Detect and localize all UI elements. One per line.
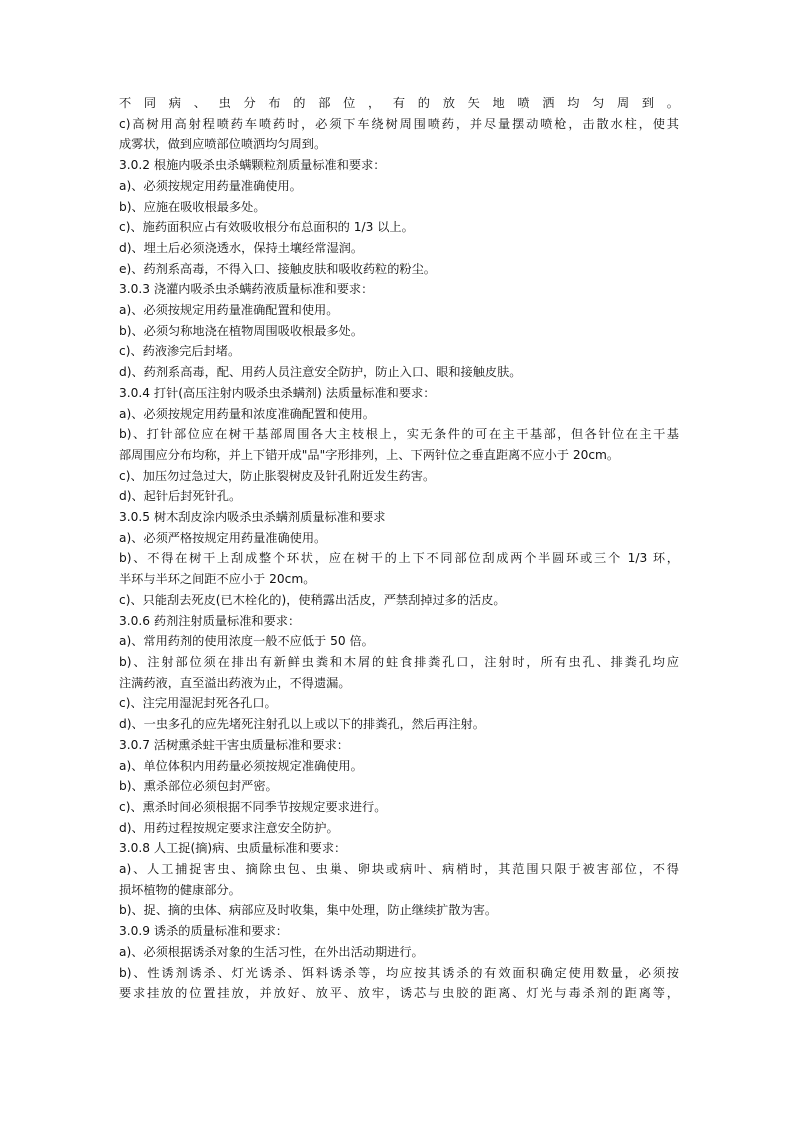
text-line: d)、一虫多孔的应先堵死注射孔以上或以下的排粪孔，然后再注射。 bbox=[119, 717, 485, 732]
text-line: b)、应施在吸收根最多处。 bbox=[119, 199, 266, 214]
section-heading: 3.0.6 药剂注射质量标准和要求： bbox=[119, 613, 301, 628]
section-heading: 3.0.9 诱杀的质量标准和要求： bbox=[119, 924, 288, 939]
text-line: d)、起针后封死针孔。 bbox=[119, 489, 242, 504]
text-line: a)、必须根据诱杀对象的生活习性，在外出活动期进行。 bbox=[119, 944, 424, 959]
text-line: d)、药剂系高毒，配、用药人员注意安全防护，防止入口、眼和接触皮肤。 bbox=[119, 365, 522, 380]
section-heading: 3.0.3 浇灌内吸杀虫杀螨药液质量标准和要求： bbox=[119, 282, 374, 297]
text-line: b)、性诱剂诱杀、灯光诱杀、饵料诱杀等，均应按其诱杀的有效面积确定使用数量，必须按 bbox=[119, 965, 679, 980]
text-line: c)、施药面积应占有效吸收根分布总面积的 1/3 以上。 bbox=[119, 220, 414, 235]
text-line: a)、常用药剂的使用浓度一般不应低于 50 倍。 bbox=[119, 634, 374, 649]
document-body bbox=[119, 93, 679, 1004]
text-line: c)高树用高射程喷药车喷药时，必须下车绕树周围喷药，并尽量摆动喷枪，击散水柱，使其 bbox=[119, 116, 679, 131]
text-line: c)、药液渗完后封堵。 bbox=[119, 344, 241, 359]
text-line: c)、只能刮去死皮(已木栓化的)，使稍露出活皮，严禁刮掉过多的活皮。 bbox=[119, 592, 506, 607]
text-line: a)、必须按规定用药量准确使用。 bbox=[119, 178, 302, 193]
text-line: 半环与半环之间距不应小于 20cm。 bbox=[119, 572, 316, 587]
text-line: c)、熏杀时间必须根据不同季节按规定要求进行。 bbox=[119, 799, 387, 814]
section-heading: 3.0.2 根施内吸杀虫杀螨颗粒剂质量标准和要求： bbox=[119, 158, 386, 173]
text-line: a)、必须按规定用药量准确配置和使用。 bbox=[119, 303, 339, 318]
text-line: b)、捉、摘的虫体、病部应及时收集，集中处理，防止继续扩散为害。 bbox=[119, 903, 498, 918]
text-line: a)、人工捕捉害虫、摘除虫包、虫巢、卵块或病叶、病梢时，其范围只限于被害部位，不得 bbox=[119, 862, 679, 877]
text-line: b)、不得在树干上刮成整个环状，应在树干的上下不同部位刮成两个半圆环或三个 1/3 环， bbox=[119, 551, 679, 566]
text-line: a)、必须按规定用药量和浓度准确配置和使用。 bbox=[119, 406, 375, 421]
text-line: 部周围应分布均称，并上下错开成"品"字形排列，上、下两针位之垂直距离不应小于 20cm。 bbox=[119, 447, 620, 462]
section-heading: 3.0.5 树木刮皮涂内吸杀虫杀螨剂质量标准和要求 bbox=[119, 510, 386, 525]
text-line: c)、加压勿过急过大，防止胀裂树皮及针孔附近发生药害。 bbox=[119, 468, 436, 483]
text-line: d)、埋土后必须浇透水，保持土壤经常湿润。 bbox=[119, 240, 364, 255]
text-line: c)、注完用湿泥封死各孔口。 bbox=[119, 696, 277, 711]
text-line: b)、打针部位应在树干基部周围各大主枝根上，实无条件的可在主干基部，但各针位在主干基 bbox=[119, 427, 679, 442]
text-line: a)、单位体积内用药量必须按规定准确使用。 bbox=[119, 758, 363, 773]
text-line: a)、必须严格按规定用药量准确使用。 bbox=[119, 530, 327, 545]
text-line: 要求挂放的位置挂放，并放好、放平、放牢，诱芯与虫胶的距离、灯光与毒杀剂的距离等， bbox=[119, 986, 679, 1001]
text-line: 损坏植物的健康部分。 bbox=[119, 882, 241, 897]
section-heading: 3.0.7 活树熏杀蛀干害虫质量标准和要求： bbox=[119, 737, 349, 752]
section-heading: 3.0.8 人工捉(摘)病、虫质量标准和要求： bbox=[119, 841, 347, 856]
text-line: e)、药剂系高毒，不得入口、接触皮肤和吸收药粒的粉尘。 bbox=[119, 261, 436, 276]
text-line: 成雾状，做到应喷部位喷洒均匀周到。 bbox=[119, 137, 327, 152]
text-line: b)、必须匀称地浇在植物周围吸收根最多处。 bbox=[119, 323, 364, 338]
text-line: b)、注射部位须在排出有新鲜虫粪和木屑的蛀食排粪孔口，注射时，所有虫孔、排粪孔均应 bbox=[119, 654, 679, 669]
text-line: 注满药液，直至溢出药液为止，不得遗漏。 bbox=[119, 675, 351, 690]
section-heading: 3.0.4 打针(高压注射内吸杀虫杀螨剂) 法质量标准和要求： bbox=[119, 385, 436, 400]
text-line: d)、用药过程按规定要求注意安全防护。 bbox=[119, 820, 339, 835]
text-line: 不同病、虫分布的部位，有的放矢地喷洒均匀周到。 bbox=[119, 96, 679, 110]
text-line: b)、熏杀部位必须包封严密。 bbox=[119, 779, 278, 794]
